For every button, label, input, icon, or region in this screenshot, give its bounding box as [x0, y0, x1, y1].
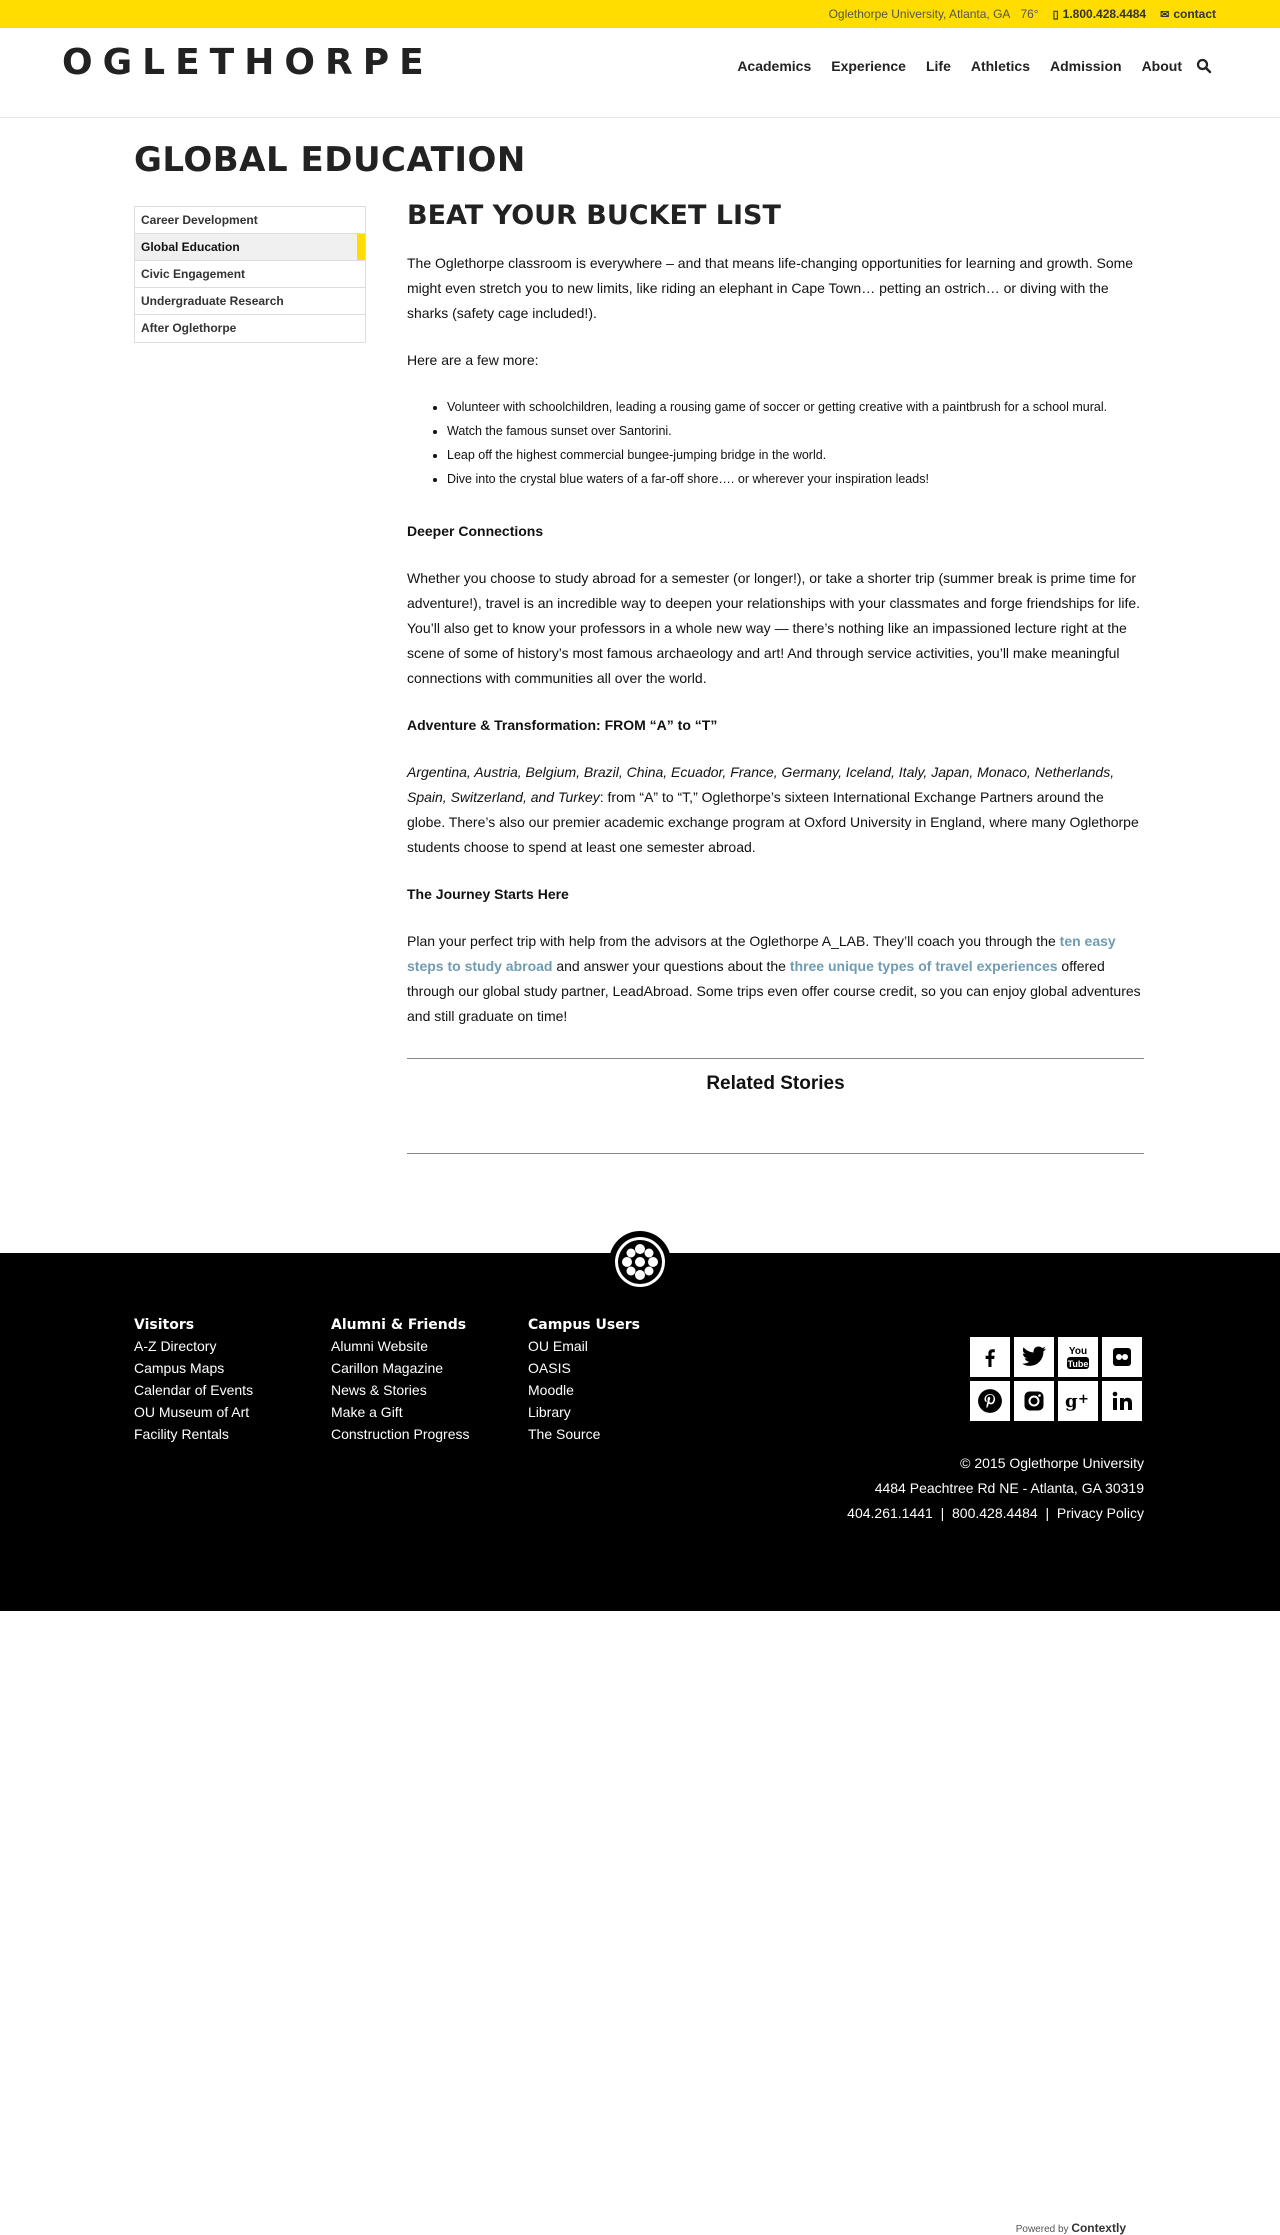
nav-academics[interactable]: Academics — [737, 58, 812, 74]
related-stories-heading: Related Stories — [706, 1073, 845, 1094]
google-plus-icon[interactable] — [1058, 1381, 1098, 1421]
site-logo[interactable]: OGLETHORPE — [62, 42, 434, 83]
journey-paragraph: Plan your perfect trip with help from the advisors at the Oglethorpe A_LAB. They’ll coach you through the ten easy steps to study abroad and answer your questions about the three unique types of travel experiences offered through our global study partner, LeadAbroad. Some trips even offer course credit, so you can enjoy global adventures and still graduate on time! — [407, 933, 1141, 1024]
site-footer — [0, 1253, 1280, 1611]
svg-text:g: g — [1065, 1391, 1078, 1412]
sidebar-item-global-education[interactable]: Global Education — [135, 234, 365, 261]
phone-link[interactable]: ▯ 1.800.428.4484 — [1052, 7, 1147, 21]
location-text: Oglethorpe University, Atlanta, GA 76° — [828, 7, 1039, 21]
list-item: • Volunteer with schoolchildren, leading a rousing game of soccer or getting creative with a paintbrush for a school mural. — [447, 395, 1144, 419]
top-utility-bar — [0, 0, 1280, 28]
footer-link[interactable]: Moodle — [528, 1382, 574, 1398]
footer-contact-info — [847, 1451, 1144, 1526]
nav-life[interactable]: Life — [925, 58, 951, 74]
youtube-icon[interactable] — [1058, 1337, 1098, 1377]
envelope-icon: ✉ — [1160, 8, 1170, 21]
footer-link[interactable]: OASIS — [528, 1360, 571, 1376]
nav-admission[interactable]: Admission — [1049, 58, 1122, 74]
phone-link[interactable]: 800.428.4484 — [952, 1505, 1038, 1521]
phone-link[interactable]: 404.261.1441 — [847, 1505, 933, 1521]
search-icon[interactable] — [1196, 58, 1212, 74]
svg-text:You: You — [1068, 1346, 1088, 1357]
adventure-paragraph: Argentina, Austria, Belgium, Brazil, China, Ecuador, France, Germany, Iceland, Italy, Japan, Monaco, Netherlands, Spain, Switzerland, and Turkey: from “A” to “T,” Oglethorpe’s sixteen International Exchange Partners around the globe. There’s also our premier academic exchange program at Oxford University in England, where many Oglethorpe students choose to spend at least one semester abroad. — [407, 764, 1139, 855]
sidebar-item-career-development[interactable]: Career Development — [135, 207, 365, 234]
nav-about[interactable]: About — [1141, 58, 1182, 74]
footer-link[interactable]: Alumni Website — [331, 1338, 429, 1354]
flickr-icon[interactable] — [1102, 1337, 1142, 1377]
footer-link[interactable]: OU Email — [528, 1338, 588, 1354]
adventure-heading: Adventure & Transformation: FROM “A” to “T” — [407, 717, 718, 733]
footer-phone-row: 404.261.1441 | 800.428.4484 | Privacy Policy — [847, 1505, 1144, 1521]
footer-column-visitors — [134, 1317, 253, 1445]
footer-link[interactable]: A-Z Directory — [134, 1338, 217, 1354]
svg-text:Tube: Tube — [1067, 1359, 1089, 1369]
main-nav — [727, 58, 1212, 74]
pinterest-icon[interactable] — [970, 1381, 1010, 1421]
page-title: GLOBAL EDUCATION — [134, 140, 526, 180]
article-heading: BEAT YOUR BUCKET LIST — [407, 200, 781, 231]
list-item: • Watch the famous sunset over Santorini. — [447, 419, 1144, 443]
powered-by-contextly[interactable]: Powered by Contextly — [1015, 2221, 1126, 2235]
deeper-connections-paragraph: Whether you choose to study abroad for a semester (or longer!), or take a shorter trip (summer break is prime time for adventure!), travel is an incredible way to deepen your relationships with your classmates and forge friendships for life. You’ll also get to know your professors in a whole new way — there’s nothing like an impassioned lecture right at the scene of some of history’s most famous archaeology and art! And through service activities, you’ll make meaningful connections with communities all over the world. — [407, 570, 1141, 686]
sidebar-item-undergraduate-research[interactable]: Undergraduate Research — [135, 288, 365, 315]
footer-link[interactable]: Campus Maps — [134, 1360, 225, 1376]
contact-link[interactable]: ✉ contact — [1160, 7, 1216, 21]
deeper-connections-heading: Deeper Connections — [407, 523, 544, 539]
main-content — [407, 200, 1144, 1051]
intro-paragraph: The Oglethorpe classroom is everywhere – and that means life-changing opportunities for learning and growth. Some might even stretch you to new limits, like riding an elephant in Cape Town… petting an ostrich… or diving with the sharks (safety cage included!). — [407, 255, 1134, 321]
footer-link[interactable]: OU Museum of Art — [134, 1404, 250, 1420]
footer-heading: Alumni & Friends — [331, 1317, 467, 1333]
footer-heading: Visitors — [134, 1317, 195, 1333]
instagram-icon[interactable] — [1014, 1381, 1054, 1421]
footer-column-campus-users — [528, 1317, 640, 1445]
site-header — [0, 28, 1280, 118]
list-item: • Dive into the crystal blue waters of a far-off shore…. or wherever your inspiration leads! — [447, 467, 1144, 491]
few-more-text: Here are a few more: — [407, 352, 539, 368]
study-abroad-steps-link[interactable]: ten easy steps to study abroad — [407, 933, 1116, 974]
section-sidebar — [134, 206, 366, 343]
footer-link[interactable]: Calendar of Events — [134, 1382, 254, 1398]
footer-link[interactable]: Make a Gift — [331, 1404, 403, 1420]
phone-icon: ▯ — [1052, 8, 1059, 21]
social-links — [970, 1337, 1144, 1421]
travel-experiences-link[interactable]: three unique types of travel experiences — [789, 958, 1058, 974]
twitter-icon[interactable] — [1014, 1337, 1054, 1377]
copyright-text: © 2015 Oglethorpe University — [960, 1455, 1144, 1471]
footer-link[interactable]: News & Stories — [331, 1382, 427, 1398]
privacy-policy-link[interactable]: Privacy Policy — [1056, 1505, 1144, 1521]
nav-experience[interactable]: Experience — [831, 58, 906, 74]
footer-column-alumni — [331, 1317, 470, 1445]
footer-link[interactable]: Facility Rentals — [134, 1426, 229, 1442]
list-item: • Leap off the highest commercial bungee-jumping bridge in the world. — [447, 443, 1144, 467]
facebook-icon[interactable] — [970, 1337, 1010, 1377]
sidebar-item-after-oglethorpe[interactable]: After Oglethorpe — [141, 321, 237, 335]
footer-heading: Campus Users — [528, 1317, 640, 1333]
bucket-list — [447, 395, 1144, 491]
country-list: Argentina, Austria, Belgium, Brazil, China, Ecuador, France, Germany, Iceland, Italy, Japan, Monaco, Netherlands, Spain, Switzerland, and Turkey — [407, 764, 1115, 805]
footer-link[interactable]: Construction Progress — [331, 1426, 470, 1442]
footer-link[interactable]: The Source — [528, 1426, 601, 1442]
linkedin-icon[interactable] — [1102, 1381, 1142, 1421]
svg-text:+: + — [1078, 1392, 1089, 1407]
university-seal-icon — [609, 1231, 671, 1293]
address-text: 4484 Peachtree Rd NE - Atlanta, GA 30319 — [874, 1480, 1144, 1496]
footer-link[interactable]: Library — [528, 1404, 571, 1420]
nav-athletics[interactable]: Athletics — [970, 58, 1030, 74]
footer-link[interactable]: Carillon Magazine — [331, 1360, 444, 1376]
journey-heading: The Journey Starts Here — [407, 886, 569, 902]
sidebar-item-civic-engagement[interactable]: Civic Engagement — [135, 261, 365, 288]
